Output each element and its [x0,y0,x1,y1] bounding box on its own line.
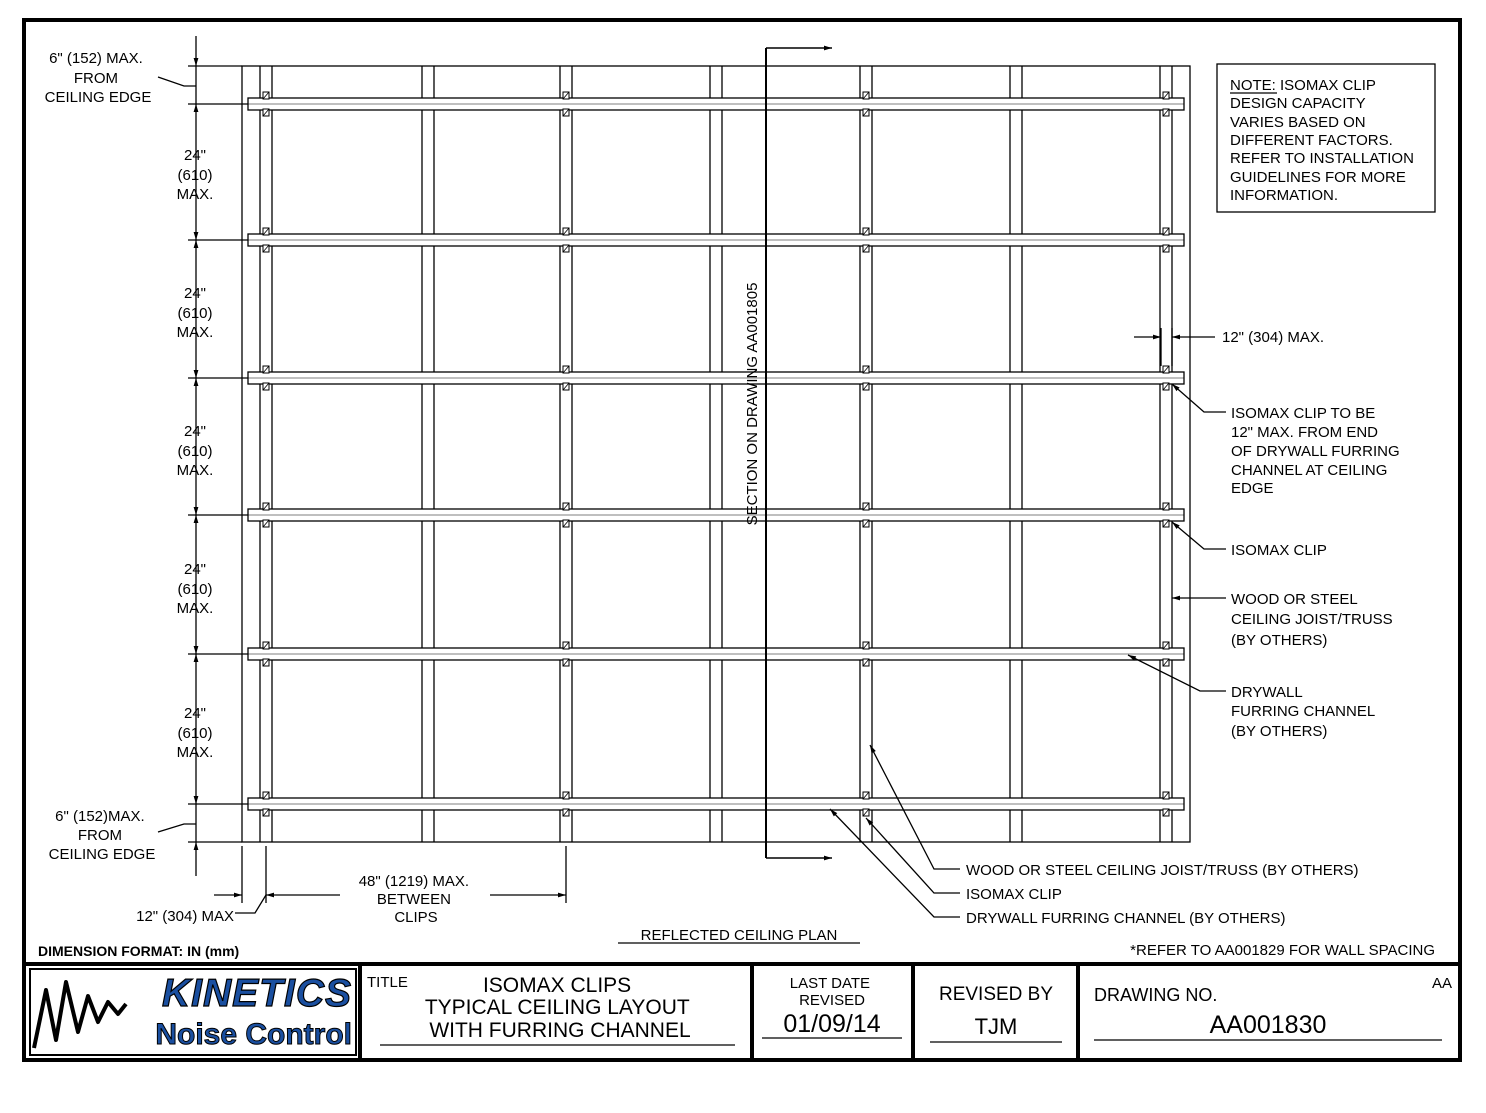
revised-by-value: TJM [974,1014,1018,1039]
dimension-format: DIMENSION FORMAT: IN (mm) [38,943,240,959]
dim-spacing-2: 24" (610) MAX. [176,285,214,341]
title-text: ISOMAX CLIPS TYPICAL CEILING LAYOUT WITH FURRING CHANNEL [424,974,691,1042]
dim-spacing-5: 24" (610) MAX. [176,705,214,761]
callout-furring: DRYWALL FURRING CHANNEL (BY OTHERS) [1231,684,1375,740]
revision-code: AA [1431,975,1452,992]
drawing-no-label: DRAWING NO. [1094,985,1218,1005]
dim-clip-spacing: 48" (1219) MAX. BETWEEN CLIPS [358,873,470,926]
joists [260,66,1172,842]
callout-clip-from-end: ISOMAX CLIP TO BE 12" MAX. FROM END OF DRYWALL FURRING CHANNEL AT CEILING EDGE [1231,405,1400,497]
note-text: NOTE: ISOMAX CLIP DESIGN CAPACITY VARIES BASED ON DIFFERENT FACTORS. REFER TO INSTALLATION GUIDELINES FOR MORE INFORMATION. [1230,77,1414,204]
dim-edge-bottom: 6" (152)MAX. FROM CEILING EDGE [48,808,156,863]
dim-edge-top: 6" (152) MAX. FROM CEILING EDGE [44,50,152,106]
section-label: SECTION ON DRAWING AA001805 [744,282,761,526]
furring-channels [248,98,1184,810]
plan-title: REFLECTED CEILING PLAN [640,927,838,944]
logo-noise-control: Noise Control [155,1018,352,1051]
section-cut-line [766,48,832,858]
callout-bottom-furring: DRYWALL FURRING CHANNEL (BY OTHERS) [966,910,1286,927]
callout-bottom-clip: ISOMAX CLIP [966,886,1062,903]
dim-spacing-labels [177,147,214,761]
reflected-ceiling-plan [242,66,1190,842]
isomax-clips [263,92,1169,816]
dim-spacing-3: 24" (610) MAX. [176,423,214,479]
callout-bottom-joist: WOOD OR STEEL CEILING JOIST/TRUSS (BY OTHERS) [966,862,1359,879]
title-block [30,964,1452,1060]
wave-icon [34,982,126,1048]
ceiling-outline [242,66,1190,842]
dim-spacing-4: 24" (610) MAX. [176,561,214,617]
wall-spacing-note: *REFER TO AA001829 FOR WALL SPACING [1130,942,1435,959]
dim-clip-end-bottom: 12" (304) MAX [136,908,234,925]
callout-joist: WOOD OR STEEL CEILING JOIST/TRUSS (BY OTHERS) [1231,591,1393,649]
dim-clip-end-right-lines [1134,328,1215,366]
date-value: 01/09/14 [783,1010,881,1038]
logo-kinetics: KINETICS [161,972,352,1015]
dim-clip-end-right: 12" (304) MAX. [1222,329,1325,346]
revised-by-label: REVISED BY [938,984,1054,1005]
title-label: TITLE [367,974,408,991]
drawing-no-value: AA001830 [1209,1011,1327,1039]
callout-clip: ISOMAX CLIP [1231,542,1327,559]
dim-spacing-1: 24" (610) MAX. [176,147,214,203]
date-label: LAST DATE REVISED [789,975,871,1009]
